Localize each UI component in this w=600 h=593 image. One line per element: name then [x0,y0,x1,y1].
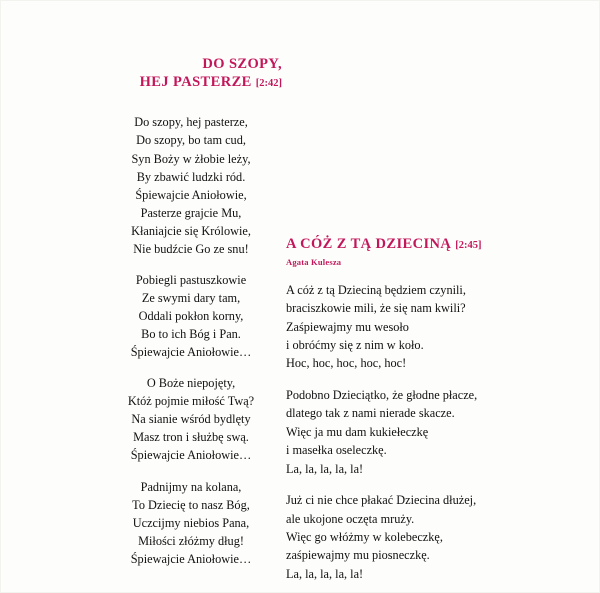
lyric-line: zaśpiewajmy mu piosneczkę. [286,548,430,563]
lyric-line: Kłaniajcie się Królowie, [131,223,251,238]
song-title-line1: DO SZOPY, [202,56,282,72]
song-author: Agata Kulesza [286,256,342,267]
lyric-line: Więc go włóżmy w kolebeczkę, [286,529,443,544]
lyric-line: dlatego tak z nami nierade skacze. [286,406,455,421]
song-block-a-coz-z-ta-dziecina [286,236,526,583]
song-title-a-coz [286,236,526,254]
lyric-line: La, la, la, la, la! [286,461,364,476]
lyric-line: Więc ja mu dam kukiełeczkę [286,424,429,439]
lyric-line: Pobiegli pastuszkowie [135,272,247,287]
stanza [96,113,286,258]
lyric-line: Hoc, hoc, hoc, hoc, hoc! [286,356,407,371]
lyric-line: i obróćmy się z nim w koło. [286,338,424,352]
song-title-line1: A CÓŻ Z TĄ DZIECINĄ [286,236,452,252]
lyric-line: ale ukojone oczęta mruży. [286,511,415,526]
lyric-line: Oddali pokłon korny, [138,309,244,323]
lyric-line: Do szopy, hej pasterze, [134,115,248,130]
lyric-line: Zaśpiewajmy mu wesoło [286,319,409,334]
lyrics-do-szopy [96,113,286,567]
lyric-line: To Dziecię to nasz Bóg, [132,497,250,512]
lyric-line: Padnijmy na kolana, [140,479,242,494]
lyric-line: i masełka oseleczkę. [286,443,387,458]
lyric-line: Bo to ich Bóg i Pan. [141,327,241,342]
stanza [96,374,286,464]
lyric-line: Śpiewajcie Aniołowie, [135,187,247,202]
lyric-line: Syn Boży w żłobie leży, [131,151,251,166]
lyric-line: Już ci nie chce płakać Dziecina dłużej, [286,493,477,508]
song-duration: [2:45] [455,240,482,251]
lyric-line: A cóż z tą Dzieciną będziem czynili, [286,282,466,297]
lyric-line: Któż pojmie miłość Twą? [127,394,255,409]
lyric-line: Na sianie wśród bydlęty [131,412,251,427]
lyric-line: La, la, la, la, la! [286,566,364,581]
lyrics-a-coz [286,281,526,584]
song-title-do-szopy [96,56,286,91]
lyric-line: O Boże niepojęty, [146,376,236,391]
lyric-line: braciszkowie mili, że się nam kwili? [286,301,466,316]
lyric-line: Uczcijmy niebios Pana, [132,515,250,530]
stanza [286,281,526,373]
song-block-do-szopy [96,56,286,568]
song-title-line2: HEJ PASTERZE [139,73,252,90]
stanza [286,386,526,478]
stanza [96,271,286,361]
stanza [286,491,526,583]
lyric-line: Podobno Dzieciątko, że głodne płacze, [286,387,478,402]
lyric-line: Masz tron i służbę swą. [133,430,249,445]
stanza [96,478,286,568]
lyric-line: Śpiewajcie Aniołowie… [130,551,252,566]
lyric-line: Ze swymi dary tam, [141,290,241,305]
song-duration: [2:42] [255,77,282,89]
lyric-line: Śpiewajcie Aniołowie… [130,448,252,463]
lyric-line: By zbawić ludzki ród. [136,169,246,184]
lyric-line: Śpiewajcie Aniołowie… [130,345,252,360]
lyric-line: Miłości złóżmy dług! [138,533,244,548]
lyric-line: Do szopy, bo tam cud, [136,133,246,148]
lyric-line: Pasterze grajcie Mu, [140,205,242,220]
lyric-line: Nie budźcie Go ze snu! [133,241,249,256]
